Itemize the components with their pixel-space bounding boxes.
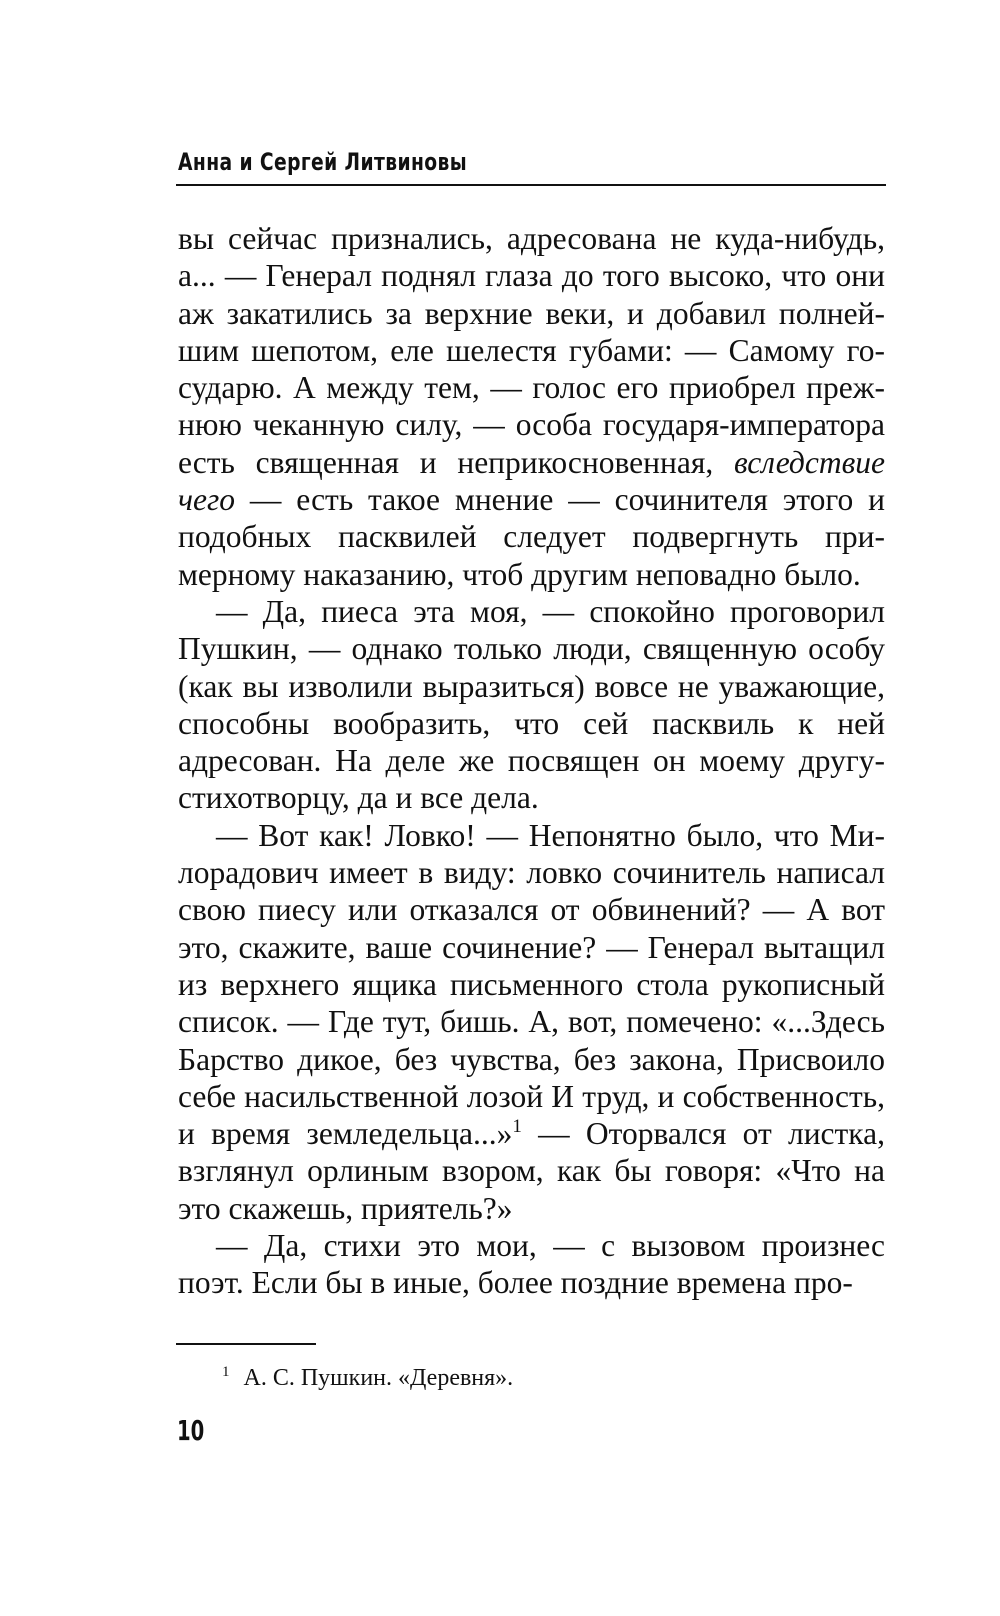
footnote-reference: 1 bbox=[512, 1116, 522, 1138]
paragraph-1-text-b: — есть такое мнение — сочинителя этого и подобных пасквилей следует подвергнуть примерному наказанию, чтоб другим неповадно было. bbox=[178, 482, 885, 592]
header-rule bbox=[176, 184, 886, 186]
paragraph-3 bbox=[178, 817, 885, 1227]
footnote bbox=[222, 1364, 513, 1392]
paragraph-3-text-b: — Оторвался от листка, взглянул орлиным взором, как бы говоря: «Что на это скажешь, приятель?» bbox=[178, 1116, 885, 1226]
footnote-mark: 1 bbox=[222, 1364, 230, 1380]
page-number: 10 bbox=[177, 1414, 205, 1447]
footnote-rule bbox=[176, 1343, 316, 1345]
paragraph-3-text-a: — Вот как! Ловко! — Непонятно было, что Милорадович имеет в виду: ловко сочинитель написал свою пиесу или отказался от обвинений? — А вот это, скажите, ваше сочинение? — Генерал вытащил из верхнего ящика письменного стола рукописный список. — Где тут, бишь. А, вот, помечено: «...Здесь Барство дикое, без чувства, без закона, Присвоило себе насильственной лозой И труд, и собственность, и время земледельца...» bbox=[178, 817, 885, 1152]
paragraph-1-text-a: вы сейчас признались, адресована не куда-нибудь, а... — Генерал поднял глаза до того высоко, что они аж закатились за верхние веки, и добавил полнейшим шепотом, еле шелестя губами: — Самому государю. А между тем, — голос его приобрел прежнюю чеканную силу, — особа государя-императора есть священная и неприкосновенная, bbox=[178, 221, 885, 480]
footnote-text: А. С. Пушкин. «Деревня». bbox=[243, 1365, 514, 1391]
paragraph-4: — Да, стихи это мои, — с вызовом произнес поэт. Если бы в иные, более поздние времена про- bbox=[178, 1228, 885, 1301]
paragraph-1 bbox=[178, 220, 885, 593]
running-head: Анна и Сергей Литвиновы bbox=[178, 148, 468, 176]
paragraph-2: — Да, пиеса эта моя, — спокойно проговорил Пушкин, — однако только люди, священную особу (как вы изволили выразиться) вовсе не уважающие, способны вообразить, что сей пасквиль к ней адресован. На деле же посвящен он моему другу-стихотворцу, да и все дела. bbox=[178, 593, 885, 816]
paragraph-1-italic: вследствие чего bbox=[178, 444, 885, 518]
body-text bbox=[178, 220, 885, 1302]
